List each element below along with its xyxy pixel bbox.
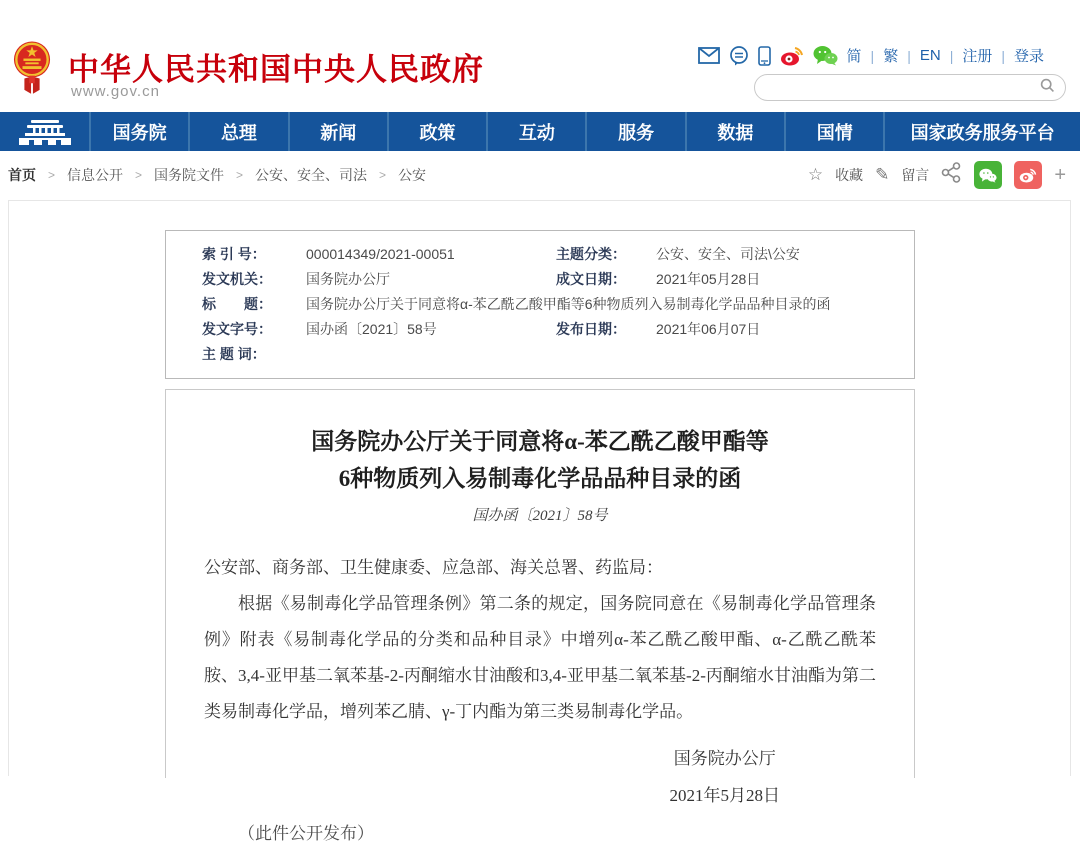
nav-item-guowuyuan[interactable]: 国务院	[89, 112, 188, 151]
document-number: 国办函〔2021〕58号	[472, 508, 608, 524]
share-icon[interactable]	[941, 162, 962, 188]
link-divider: |	[870, 47, 875, 64]
nav-item-zongli[interactable]: 总理	[188, 112, 287, 151]
weibo-share-button[interactable]	[1014, 161, 1042, 189]
breadcrumb-state-council-docs[interactable]: 国务院文件	[154, 167, 225, 183]
meta-keywords-label: 主 题 词：	[202, 346, 266, 362]
national-emblem-logo[interactable]	[13, 40, 51, 98]
content-panel	[8, 200, 1071, 843]
pencil-icon[interactable]: ✎	[875, 165, 890, 184]
meta-topic-value: 公安、安全、司法\公安	[656, 246, 800, 262]
breadcrumb-separator: >	[48, 168, 56, 182]
document-title-line2: 6种物质列入易制毒化学品品种目录的函	[338, 466, 742, 491]
meta-topic-label: 主题分类：	[556, 246, 626, 262]
weibo-icon[interactable]	[780, 45, 804, 66]
meta-keywords-value	[306, 342, 896, 367]
search-icon[interactable]	[1040, 78, 1055, 98]
search-box	[754, 74, 1066, 101]
home-tiananmen-icon[interactable]	[0, 112, 89, 151]
message-bubble-icon[interactable]	[729, 46, 749, 66]
breadcrumb-separator: >	[379, 168, 387, 182]
meta-date-written-value: 2021年05月28日	[656, 271, 761, 287]
comment-button[interactable]: 留言	[901, 167, 930, 183]
site-title: 中华人民共和国中央人民政府	[68, 52, 484, 87]
meta-title-value: 国务院办公厅关于同意将α-苯乙酰乙酸甲酯等6种物质列入易制毒化学品品种目录的函	[306, 296, 831, 312]
document-signature	[670, 740, 781, 814]
breadcrumb	[8, 165, 426, 185]
meta-doc-number-value: 国办函〔2021〕58号	[306, 321, 437, 337]
meta-doc-number-label: 发文字号：	[202, 321, 272, 337]
mail-icon[interactable]	[698, 47, 720, 64]
document-metadata-box	[165, 230, 915, 379]
nav-item-fuwu[interactable]: 服务	[585, 112, 684, 151]
nav-item-hudong[interactable]: 互动	[486, 112, 585, 151]
link-divider: |	[907, 47, 911, 64]
document-text	[204, 550, 876, 730]
lang-traditional-link[interactable]: 繁	[883, 48, 899, 65]
lang-english-link[interactable]: EN	[919, 47, 941, 64]
login-link[interactable]: 登录	[1013, 48, 1044, 65]
meta-date-published-label: 发布日期：	[556, 321, 626, 337]
site-header	[0, 0, 1080, 112]
star-icon[interactable]: ☆	[807, 165, 824, 184]
breadcrumb-home[interactable]: 首页	[8, 167, 36, 183]
meta-issuer-value: 国务院办公厅	[306, 271, 390, 287]
link-divider: |	[1001, 47, 1005, 64]
link-divider: |	[949, 47, 954, 64]
document-public-release-note: （此件公开发布）	[238, 824, 374, 843]
nav-item-xinwen[interactable]: 新闻	[288, 112, 387, 151]
lang-simplified-link[interactable]: 简	[846, 48, 862, 65]
breadcrumb-gongan[interactable]: 公安	[398, 167, 427, 183]
meta-date-published-value: 2021年06月07日	[656, 321, 761, 337]
main-nav	[0, 112, 1080, 151]
meta-issuer-label: 发文机关：	[202, 271, 272, 287]
breadcrumb-public-security[interactable]: 公安、安全、司法	[255, 167, 368, 183]
meta-index-label: 索 引 号：	[202, 246, 266, 262]
header-utility-bar	[698, 45, 1044, 66]
search-input[interactable]	[765, 75, 1040, 100]
meta-index-value: 000014349/2021-00051	[306, 246, 455, 262]
nav-item-zhengwu-platform[interactable]: 国家政务服务平台	[883, 112, 1080, 151]
more-share-button[interactable]: +	[1054, 163, 1066, 186]
wechat-share-button[interactable]	[974, 161, 1002, 189]
signature-organization: 国务院办公厅	[673, 749, 776, 768]
register-link[interactable]: 注册	[962, 48, 993, 65]
breadcrumb-row	[0, 151, 1080, 199]
favorite-button[interactable]: 收藏	[835, 167, 864, 183]
document-title	[204, 423, 876, 497]
breadcrumb-info-disclosure[interactable]: 信息公开	[67, 167, 124, 183]
signature-date: 2021年5月28日	[669, 786, 780, 805]
document-body-box	[165, 389, 915, 843]
meta-date-written-label: 成文日期：	[556, 271, 626, 287]
page-actions	[808, 161, 1066, 189]
mobile-icon[interactable]	[758, 46, 771, 66]
wechat-icon[interactable]	[813, 45, 838, 66]
nav-item-shuju[interactable]: 数据	[685, 112, 784, 151]
document-title-line1: 国务院办公厅关于同意将α-苯乙酰乙酸甲酯等	[311, 429, 769, 454]
site-url: www.gov.cn	[71, 83, 160, 100]
breadcrumb-separator: >	[236, 168, 244, 182]
meta-title-label: 标 题：	[202, 296, 272, 312]
document-salutation: 公安部、商务部、卫生健康委、应急部、海关总署、药监局：	[204, 558, 663, 577]
nav-item-guoqing[interactable]: 国情	[784, 112, 883, 151]
breadcrumb-separator: >	[135, 168, 143, 182]
document-paragraph: 根据《易制毒化学品管理条例》第二条的规定，国务院同意在《易制毒化学品管理条例》附表《易制毒化学品的分类和品种目录》中增列α-苯乙酰乙酸甲酯、α-乙酰乙酰苯胺、3,4-亚甲基二氧苯基-2-丙酮缩水甘油酸和3,4-亚甲基二氧苯基-2-丙酮缩水甘油酯为第二类易制毒化学品，增列苯乙腈、γ-丁内酯为第三类易制毒化学品。	[204, 594, 876, 721]
nav-item-zhengce[interactable]: 政策	[387, 112, 486, 151]
